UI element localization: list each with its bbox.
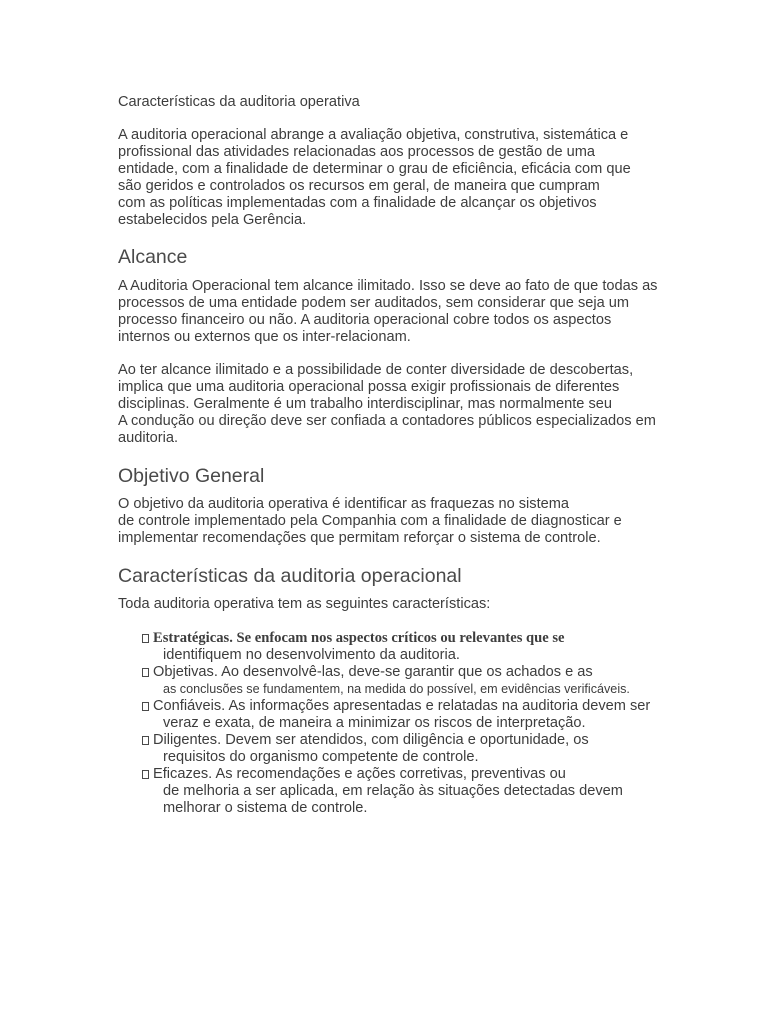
alcance-line: auditoria. xyxy=(118,430,179,446)
objetivo-line: O objetivo da auditoria operativa é identificar as fraquezas no sistema xyxy=(118,496,570,512)
bullet-text: Diligentes. Devem ser atendidos, com diligência e oportunidade, os xyxy=(153,732,589,748)
alcance-line: internos ou externos que os inter-relacionam. xyxy=(118,329,411,345)
bullet-text: as conclusões se fundamentem, na medida do possível, em evidências verificáveis. xyxy=(163,682,630,696)
heading-alcance: Alcance xyxy=(118,246,188,268)
bullet-box-icon xyxy=(142,668,149,677)
alcance-line: processos de uma entidade podem ser auditados, sem considerar que seja um xyxy=(118,295,630,311)
bullet-text: de melhoria a ser aplicada, em relação às situações detectadas devem xyxy=(163,783,623,799)
intro-line: com as políticas implementadas com a finalidade de alcançar os objetivos xyxy=(118,195,597,211)
objetivo-line: implementar recomendações que permitam reforçar o sistema de controle. xyxy=(118,530,601,546)
intro-line: profissional das atividades relacionadas aos processos de gestão de uma xyxy=(118,144,596,160)
bullet-text: veraz e exata, de maneira a minimizar os riscos de interpretação. xyxy=(163,715,586,731)
bullet-box-icon xyxy=(142,634,149,643)
bullet-text: Estratégicas. Se enfocam nos aspectos críticos ou relevantes que se xyxy=(153,630,565,646)
document-title: Características da auditoria operativa xyxy=(118,94,360,110)
bullet-box-icon xyxy=(142,770,149,779)
heading-objetivo: Objetivo General xyxy=(118,465,265,487)
intro-line: estabelecidos pela Gerência. xyxy=(118,212,307,228)
alcance-line: Ao ter alcance ilimitado e a possibilidade de conter diversidade de descobertas, xyxy=(118,362,634,378)
alcance-line: disciplinas. Geralmente é um trabalho interdisciplinar, mas normalmente seu xyxy=(118,396,612,412)
intro-line: A auditoria operacional abrange a avaliação objetiva, construtiva, sistemática e xyxy=(118,127,629,143)
bullet-box-icon xyxy=(142,736,149,745)
heading-caracteristicas: Características da auditoria operacional xyxy=(118,565,462,587)
intro-line: entidade, com a finalidade de determinar o grau de eficiência, eficácia com que xyxy=(118,161,631,177)
bullet-text: Eficazes. As recomendações e ações corretivas, preventivas ou xyxy=(153,766,566,782)
bullet-text: requisitos do organismo competente de controle. xyxy=(163,749,479,765)
bullet-box-icon xyxy=(142,702,149,711)
alcance-line: A Auditoria Operacional tem alcance ilimitado. Isso se deve ao fato de que todas as xyxy=(118,278,658,294)
alcance-line: processo financeiro ou não. A auditoria operacional cobre todos os aspectos xyxy=(118,312,612,328)
caracteristicas-intro: Toda auditoria operativa tem as seguintes características: xyxy=(118,596,491,612)
intro-line: são geridos e controlados os recursos em geral, de maneira que cumpram xyxy=(118,178,600,194)
alcance-line: implica que uma auditoria operacional possa exigir profissionais de diferentes xyxy=(118,379,620,395)
bullet-text: melhorar o sistema de controle. xyxy=(163,800,368,816)
alcance-line: A condução ou direção deve ser confiada a contadores públicos especializados em xyxy=(118,413,656,429)
bullet-text: Objetivas. Ao desenvolvê-las, deve-se garantir que os achados e as xyxy=(153,664,593,680)
objetivo-line: de controle implementado pela Companhia com a finalidade de diagnosticar e xyxy=(118,513,622,529)
bullet-text: Confiáveis. As informações apresentadas e relatadas na auditoria devem ser xyxy=(153,698,651,714)
bullet-text: identifiquem no desenvolvimento da auditoria. xyxy=(163,647,460,663)
